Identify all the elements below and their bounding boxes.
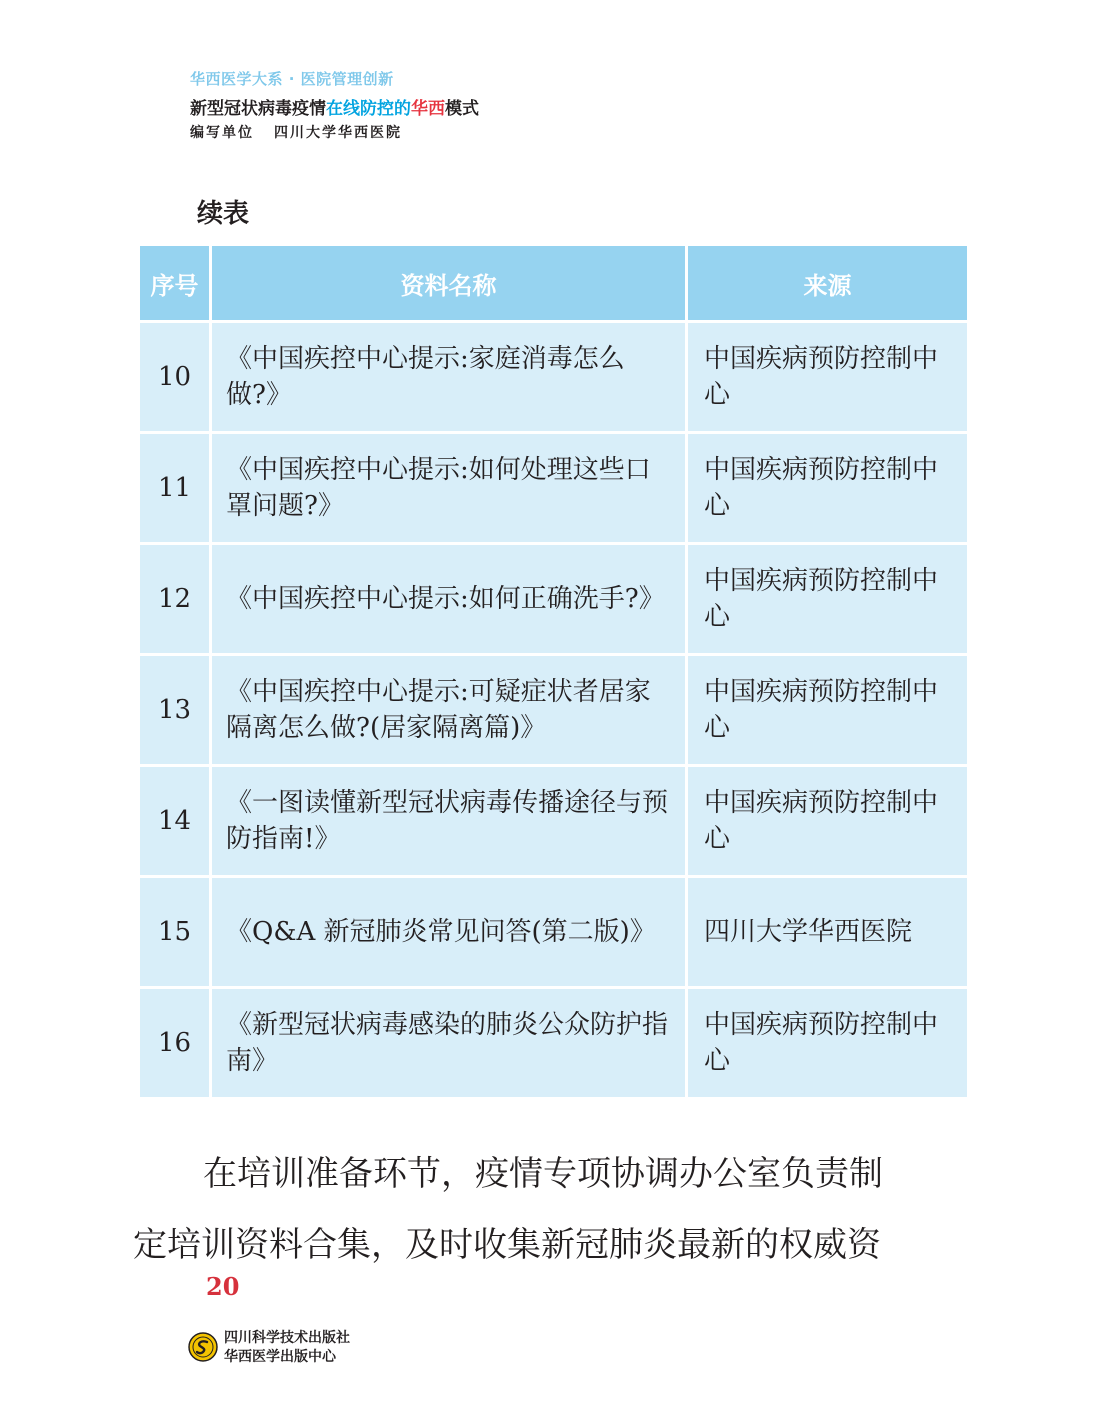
row-number: 14	[139, 766, 211, 877]
row-source: 中国疾病预防控制中心	[687, 544, 969, 655]
row-source: 中国疾病预防控制中心	[687, 655, 969, 766]
table-row	[139, 988, 969, 1099]
row-name: 《一图读懂新型冠状病毒传播途径与预防指南!》	[211, 766, 687, 877]
book-title-part-2: 在线防控的	[326, 99, 411, 119]
row-source: 中国疾病预防控制中心	[687, 322, 969, 433]
author-value: 四川大学华西医院	[274, 125, 402, 141]
book-title-part-3: 华西	[411, 99, 445, 119]
body-paragraph-line-2: 定培训资料合集，及时收集新冠肺炎最新的权威资	[133, 1225, 881, 1265]
publisher-name-1: 四川科学技术出版社	[224, 1330, 350, 1346]
book-title	[190, 94, 479, 119]
table-row	[139, 655, 969, 766]
publisher-logo-icon	[188, 1332, 218, 1362]
header-source: 来源	[687, 245, 969, 322]
row-source: 四川大学华西医院	[687, 877, 969, 988]
book-title-part-1: 新型冠状病毒疫情	[190, 99, 326, 119]
row-number: 13	[139, 655, 211, 766]
header-name: 资料名称	[211, 245, 687, 322]
materials-table	[137, 243, 970, 1100]
series-title: 华西医学大系 · 医院管理创新	[190, 70, 394, 88]
table-row	[139, 766, 969, 877]
row-name: 《中国疾控中心提示:可疑症状者居家隔离怎么做?(居家隔离篇)》	[211, 655, 687, 766]
row-number: 12	[139, 544, 211, 655]
row-name: 《中国疾控中心提示:家庭消毒怎么做?》	[211, 322, 687, 433]
row-number: 10	[139, 322, 211, 433]
row-name: 《中国疾控中心提示:如何处理这些口罩问题?》	[211, 433, 687, 544]
row-number: 11	[139, 433, 211, 544]
row-source: 中国疾病预防控制中心	[687, 766, 969, 877]
body-paragraph-line-1: 在培训准备环节，疫情专项协调办公室负责制	[203, 1154, 883, 1194]
row-name: 《新型冠状病毒感染的肺炎公众防护指南》	[211, 988, 687, 1099]
book-title-part-4: 模式	[445, 99, 479, 119]
row-name: 《Q&A 新冠肺炎常见问答(第二版)》	[211, 877, 687, 988]
publisher-name-2: 华西医学出版中心	[224, 1349, 336, 1365]
table-row	[139, 877, 969, 988]
table-header-row	[139, 245, 969, 322]
table-row	[139, 544, 969, 655]
row-source: 中国疾病预防控制中心	[687, 433, 969, 544]
row-source: 中国疾病预防控制中心	[687, 988, 969, 1099]
table-row	[139, 433, 969, 544]
continued-label: 续表	[197, 199, 250, 229]
page-number: 20	[206, 1272, 240, 1301]
row-number: 16	[139, 988, 211, 1099]
row-number: 15	[139, 877, 211, 988]
row-name: 《中国疾控中心提示:如何正确洗手?》	[211, 544, 687, 655]
header-number: 序号	[139, 245, 211, 322]
table-row	[139, 322, 969, 433]
author-label: 编写单位	[190, 125, 254, 141]
author-line	[190, 122, 402, 142]
